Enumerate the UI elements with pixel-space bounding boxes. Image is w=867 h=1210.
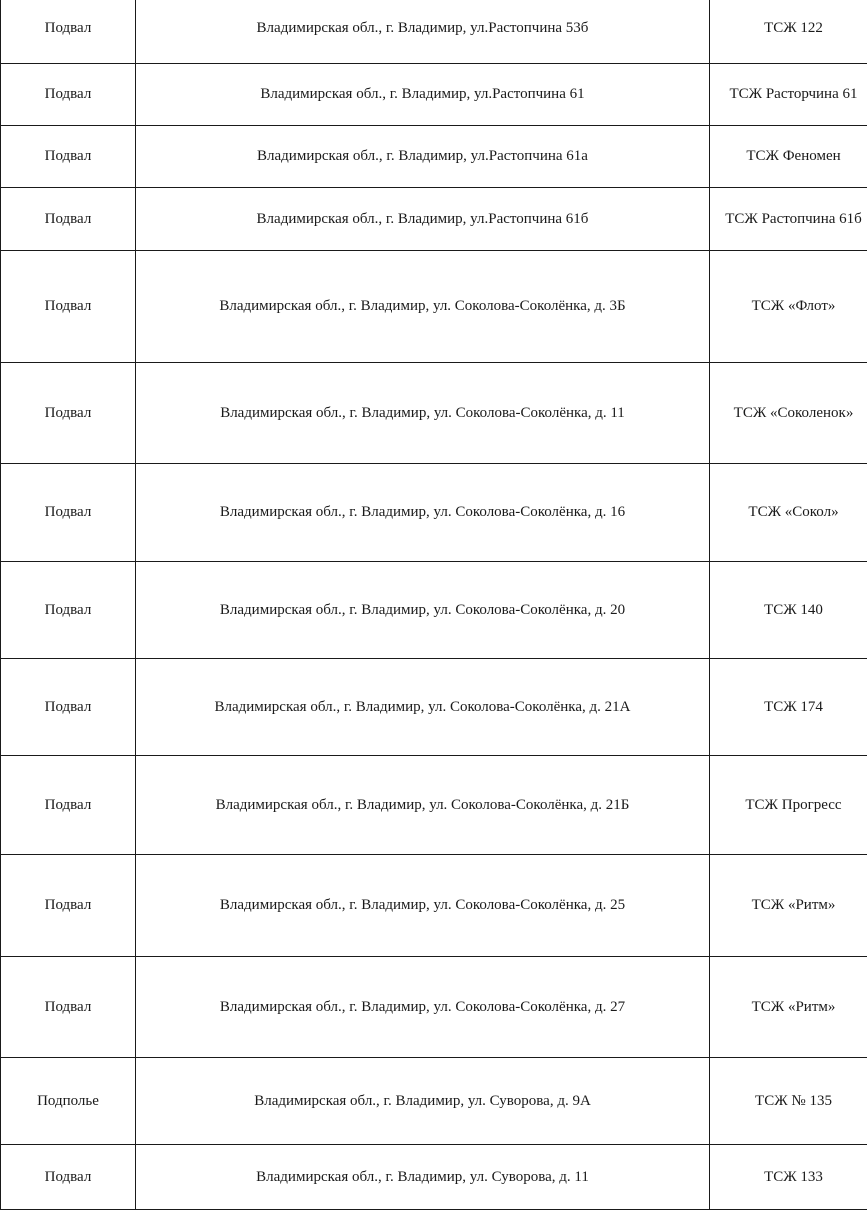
cell-room-type: Подвал	[1, 855, 136, 957]
cell-organization: ТСЖ Расторчина 61	[710, 64, 867, 126]
cell-organization: ТСЖ 122	[710, 0, 867, 64]
cell-room-type: Подвал	[1, 1145, 136, 1210]
cell-organization: ТСЖ «Ритм»	[710, 957, 867, 1058]
cell-organization: ТСЖ № 135	[710, 1058, 867, 1145]
cell-address: Владимирская обл., г. Владимир, ул. Суворова, д. 9А	[136, 1058, 710, 1145]
table-row	[1, 957, 867, 1058]
cell-address: Владимирская обл., г. Владимир, ул. Соколова-Соколёнка, д. 11	[136, 363, 710, 464]
cell-address: Владимирская обл., г. Владимир, ул. Соколова-Соколёнка, д. 20	[136, 562, 710, 659]
cell-organization: ТСЖ «Флот»	[710, 251, 867, 363]
cell-organization: ТСЖ Растопчина 61б	[710, 188, 867, 251]
table-row	[1, 363, 867, 464]
cell-room-type: Подвал	[1, 756, 136, 855]
table-row	[1, 1058, 867, 1145]
table-row	[1, 659, 867, 756]
cell-room-type: Подвал	[1, 659, 136, 756]
cell-organization: ТСЖ 174	[710, 659, 867, 756]
cell-organization: ТСЖ 140	[710, 562, 867, 659]
cell-organization: ТСЖ «Сокол»	[710, 464, 867, 562]
cell-room-type: Подвал	[1, 957, 136, 1058]
cell-room-type: Подвал	[1, 188, 136, 251]
cell-organization: ТСЖ 133	[710, 1145, 867, 1210]
cell-room-type: Подвал	[1, 251, 136, 363]
cell-address: Владимирская обл., г. Владимир, ул.Растопчина 61а	[136, 126, 710, 188]
cell-room-type: Подвал	[1, 64, 136, 126]
table-row	[1, 464, 867, 562]
cell-address: Владимирская обл., г. Владимир, ул.Растопчина 61б	[136, 188, 710, 251]
cell-address: Владимирская обл., г. Владимир, ул.Растопчина 61	[136, 64, 710, 126]
cell-room-type: Подвал	[1, 562, 136, 659]
cell-room-type: Подвал	[1, 0, 136, 64]
table-row	[1, 188, 867, 251]
table-row	[1, 855, 867, 957]
cell-room-type: Подвал	[1, 363, 136, 464]
cell-address: Владимирская обл., г. Владимир, ул. Соколова-Соколёнка, д. 16	[136, 464, 710, 562]
cell-address: Владимирская обл., г. Владимир, ул. Суворова, д. 11	[136, 1145, 710, 1210]
cell-room-type: Подполье	[1, 1058, 136, 1145]
table-row	[1, 251, 867, 363]
cell-organization: ТСЖ Феномен	[710, 126, 867, 188]
table-row	[1, 756, 867, 855]
cell-address: Владимирская обл., г. Владимир, ул. Соколова-Соколёнка, д. 27	[136, 957, 710, 1058]
cell-organization: ТСЖ «Соколенок»	[710, 363, 867, 464]
cell-room-type: Подвал	[1, 126, 136, 188]
cell-address: Владимирская обл., г. Владимир, ул. Соколова-Соколёнка, д. 21Б	[136, 756, 710, 855]
table-body	[1, 0, 867, 1210]
cell-room-type: Подвал	[1, 464, 136, 562]
table-row	[1, 0, 867, 64]
table-row	[1, 126, 867, 188]
table-row	[1, 562, 867, 659]
cell-address: Владимирская обл., г. Владимир, ул. Соколова-Соколёнка, д. 21А	[136, 659, 710, 756]
table-row	[1, 64, 867, 126]
cell-address: Владимирская обл., г. Владимир, ул. Соколова-Соколёнка, д. 3Б	[136, 251, 710, 363]
cell-address: Владимирская обл., г. Владимир, ул. Соколова-Соколёнка, д. 25	[136, 855, 710, 957]
cell-organization: ТСЖ Прогресс	[710, 756, 867, 855]
cell-organization: ТСЖ «Ритм»	[710, 855, 867, 957]
cell-address: Владимирская обл., г. Владимир, ул.Растопчина 53б	[136, 0, 710, 64]
